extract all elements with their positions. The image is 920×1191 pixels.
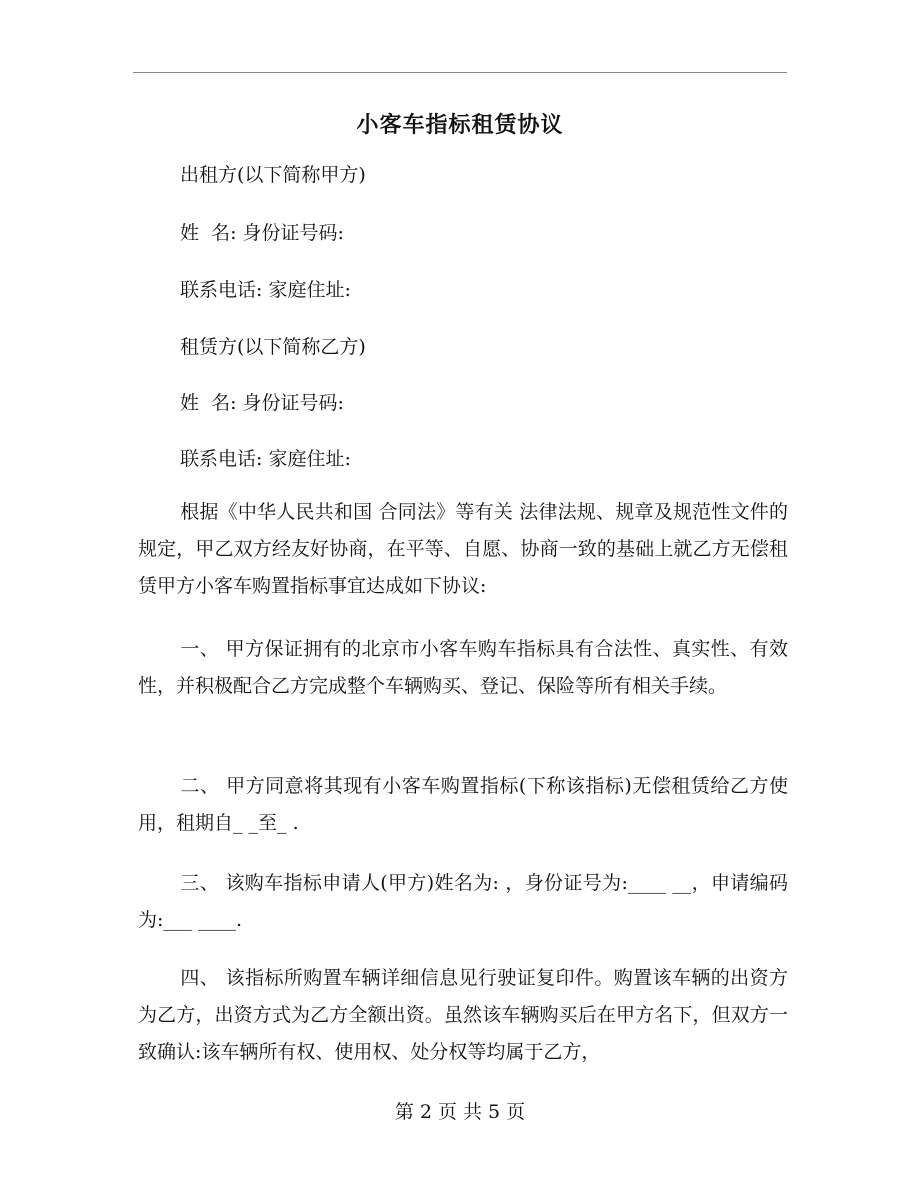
lessor-contact: 联系电话: 家庭住址: [180,279,351,301]
clause-3-paragraph [138,865,788,939]
document-title: 小客车指标租赁协议 [356,112,564,138]
lessee-heading: 租赁方(以下简称乙方) [180,336,366,358]
clause-1-text: 一、 甲方保证拥有的北京市小客车购车指标具有合法性、真实性、有效性，并积极配合乙方完成整个车辆购买、登记、保险等所有相关手续。 [138,638,788,697]
clause-2-text: 二、 甲方同意将其现有小客车购置指标(下称该指标)无偿租赁给乙方使用，租期自_ _至_ . [138,775,788,834]
clause-2-paragraph [138,768,788,842]
lessee-contact: 联系电话: 家庭住址: [180,448,351,470]
clause-3-text: 三、 该购车指标申请人(甲方)姓名为: ，身份证号为:____ __，申请编码为:___ ____. [138,872,788,931]
lessor-name-id: 姓 名: 身份证号码: [180,222,344,244]
lessee-name-id: 姓 名: 身份证号码: [180,392,344,414]
page-number: 第 2 页 共 5 页 [394,1101,526,1123]
clause-4-paragraph [138,960,788,1071]
clause-4-text: 四、 该指标所购置车辆详细信息见行驶证复印件。购置该车辆的出资方为乙方，出资方式为乙方全额出资。虽然该车辆购买后在甲方名下，但双方一致确认:该车辆所有权、使用权、处分权等均属于乙方， [138,967,788,1063]
preamble-text: 根据《中华人民共和国 合同法》等有关 法律法规、规章及规范性文件的规定，甲乙双方经友好协商，在平等、自愿、协商一致的基础上就乙方无偿租赁甲方小客车购置指标事宜达成如下协议: [138,501,788,597]
header-rule [133,72,787,73]
clause-1-paragraph [138,631,788,705]
lessor-heading: 出租方(以下简称甲方) [180,164,366,186]
preamble-paragraph [138,494,788,605]
